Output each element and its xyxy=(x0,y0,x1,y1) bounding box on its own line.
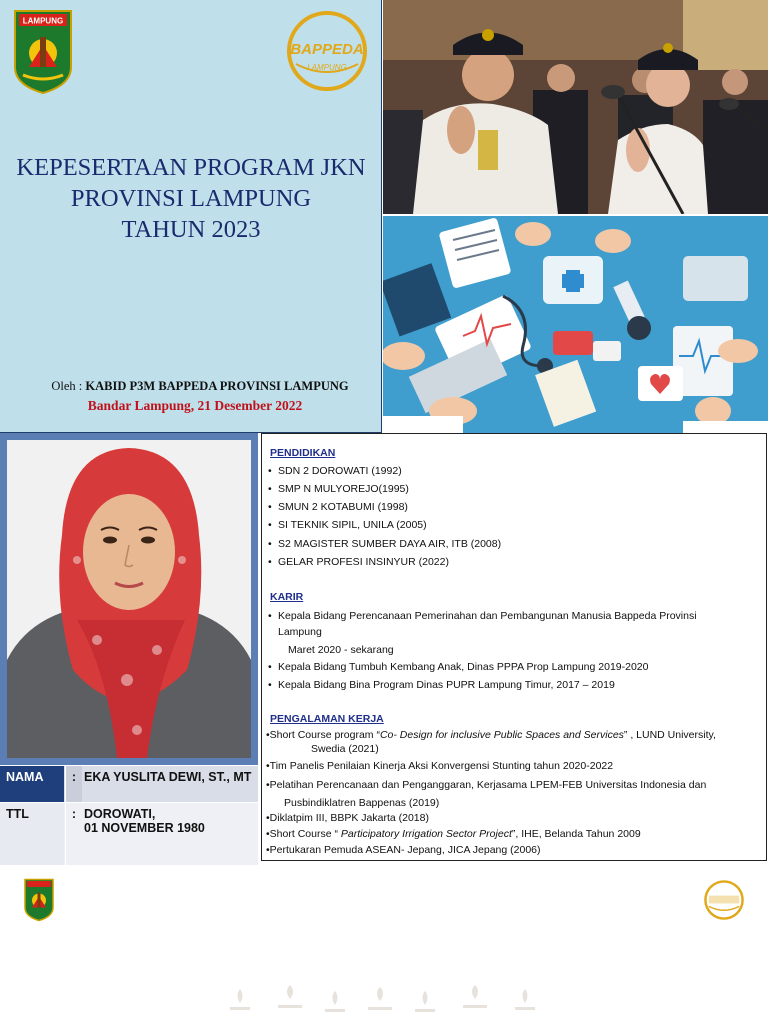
pendidikan-heading: PENDIDIKAN xyxy=(270,447,336,459)
slide-date: Bandar Lampung, 21 Desember 2022 xyxy=(87,398,303,413)
identity-table xyxy=(0,766,258,865)
lampung-province-logo-small xyxy=(24,878,54,922)
identity-row-ttl xyxy=(0,803,258,865)
pendidikan-item: • S2 MAGISTER SUMBER DAYA AIR, ITB (2008) xyxy=(268,538,502,550)
title-line-1: KEPESERTAAN PROGRAM JKN xyxy=(16,154,366,181)
karir-item: • Kepala Bidang Bina Program Dinas PUPR Lampung Timur, 2017 – 2019 xyxy=(268,679,615,691)
name-separator: : xyxy=(66,766,82,802)
decorative-ornament-watermark xyxy=(220,985,550,1024)
karir-item-period: Maret 2020 - sekarang xyxy=(288,644,394,656)
title-line-3: TAHUN 2023 xyxy=(121,216,261,243)
title-line-2: PROVINSI LAMPUNG xyxy=(70,185,312,212)
bappeda-logo xyxy=(282,6,372,96)
bappeda-logo-text: BAPPEDA xyxy=(290,41,364,58)
ttl-label: TTL xyxy=(0,803,64,865)
officials-photo xyxy=(383,0,768,214)
pengalaman-item: •Short Course program “Co- Design for inclusive Public Spaces and Services” , LUND University, xyxy=(266,729,716,741)
pengalaman-item-continued: Swedia (2021) xyxy=(311,743,379,755)
slide-author xyxy=(0,379,400,394)
name-value: EKA YUSLITA DEWI, ST., MT xyxy=(84,770,252,784)
pengalaman-item-continued: Pusbindiklatren Bappenas (2019) xyxy=(284,797,440,809)
pendidikan-item: • SI TEKNIK SIPIL, UNILA (2005) xyxy=(268,519,427,531)
name-label: NAMA xyxy=(0,766,64,802)
medical-illustration xyxy=(383,216,768,433)
bappeda-logo-subtext: LAMPUNG xyxy=(307,63,347,72)
karir-item: • Kepala Bidang Perencanaan Pemerinahan dan Pembangunan Manusia Bappeda Provinsi xyxy=(268,610,697,622)
title-slide xyxy=(0,0,382,433)
pengalaman-heading: PENGALAMAN KERJA xyxy=(270,713,384,725)
karir-item-continued: Lampung xyxy=(278,626,322,638)
pendidikan-item: • SMP N MULYOREJO(1995) xyxy=(268,483,409,495)
cv-box xyxy=(261,433,767,861)
lampung-province-logo xyxy=(13,9,73,95)
table-divider xyxy=(65,766,66,865)
pengalaman-item: •Diklatpim III, BBPK Jakarta (2018) xyxy=(266,812,429,824)
karir-heading: KARIR xyxy=(270,591,304,603)
pengalaman-item: •Pelatihan Perencanaan dan Penganggaran, Kerjasama LPEM-FEB Universitas Indonesia dan xyxy=(266,779,707,791)
identity-row-name xyxy=(0,766,258,802)
portrait-photo xyxy=(7,440,251,758)
pendidikan-item: • SMUN 2 KOTABUMI (1998) xyxy=(268,501,408,513)
portrait-frame xyxy=(0,433,258,765)
author-name: KABID P3M BAPPEDA PROVINSI LAMPUNG xyxy=(85,379,349,393)
bappeda-logo-small xyxy=(702,878,746,922)
ttl-date: 01 NOVEMBER 1980 xyxy=(84,821,205,835)
pengalaman-item: •Pertukaran Pemuda ASEAN- Jepang, JICA Jepang (2006) xyxy=(266,844,541,856)
pendidikan-item: • GELAR PROFESI INSINYUR (2022) xyxy=(268,556,449,568)
ttl-place: DOROWATI, xyxy=(84,807,156,821)
pengalaman-item: •Tim Panelis Penilaian Kinerja Aksi Konvergensi Stunting tahun 2020-2022 xyxy=(266,760,614,772)
ttl-separator: : xyxy=(71,807,77,821)
karir-item: • Kepala Bidang Tumbuh Kembang Anak, Dinas PPPA Prop Lampung 2019-2020 xyxy=(268,661,649,673)
slide-title xyxy=(0,152,382,245)
pengalaman-item: •Short Course “ Participatory Irrigation Sector Project”, IHE, Belanda Tahun 2009 xyxy=(266,828,641,840)
author-prefix: Oleh : xyxy=(51,379,86,393)
pendidikan-item: • SDN 2 DOROWATI (1992) xyxy=(268,465,402,477)
ttl-value xyxy=(84,807,256,835)
lampung-logo-text: LAMPUNG xyxy=(22,16,64,26)
